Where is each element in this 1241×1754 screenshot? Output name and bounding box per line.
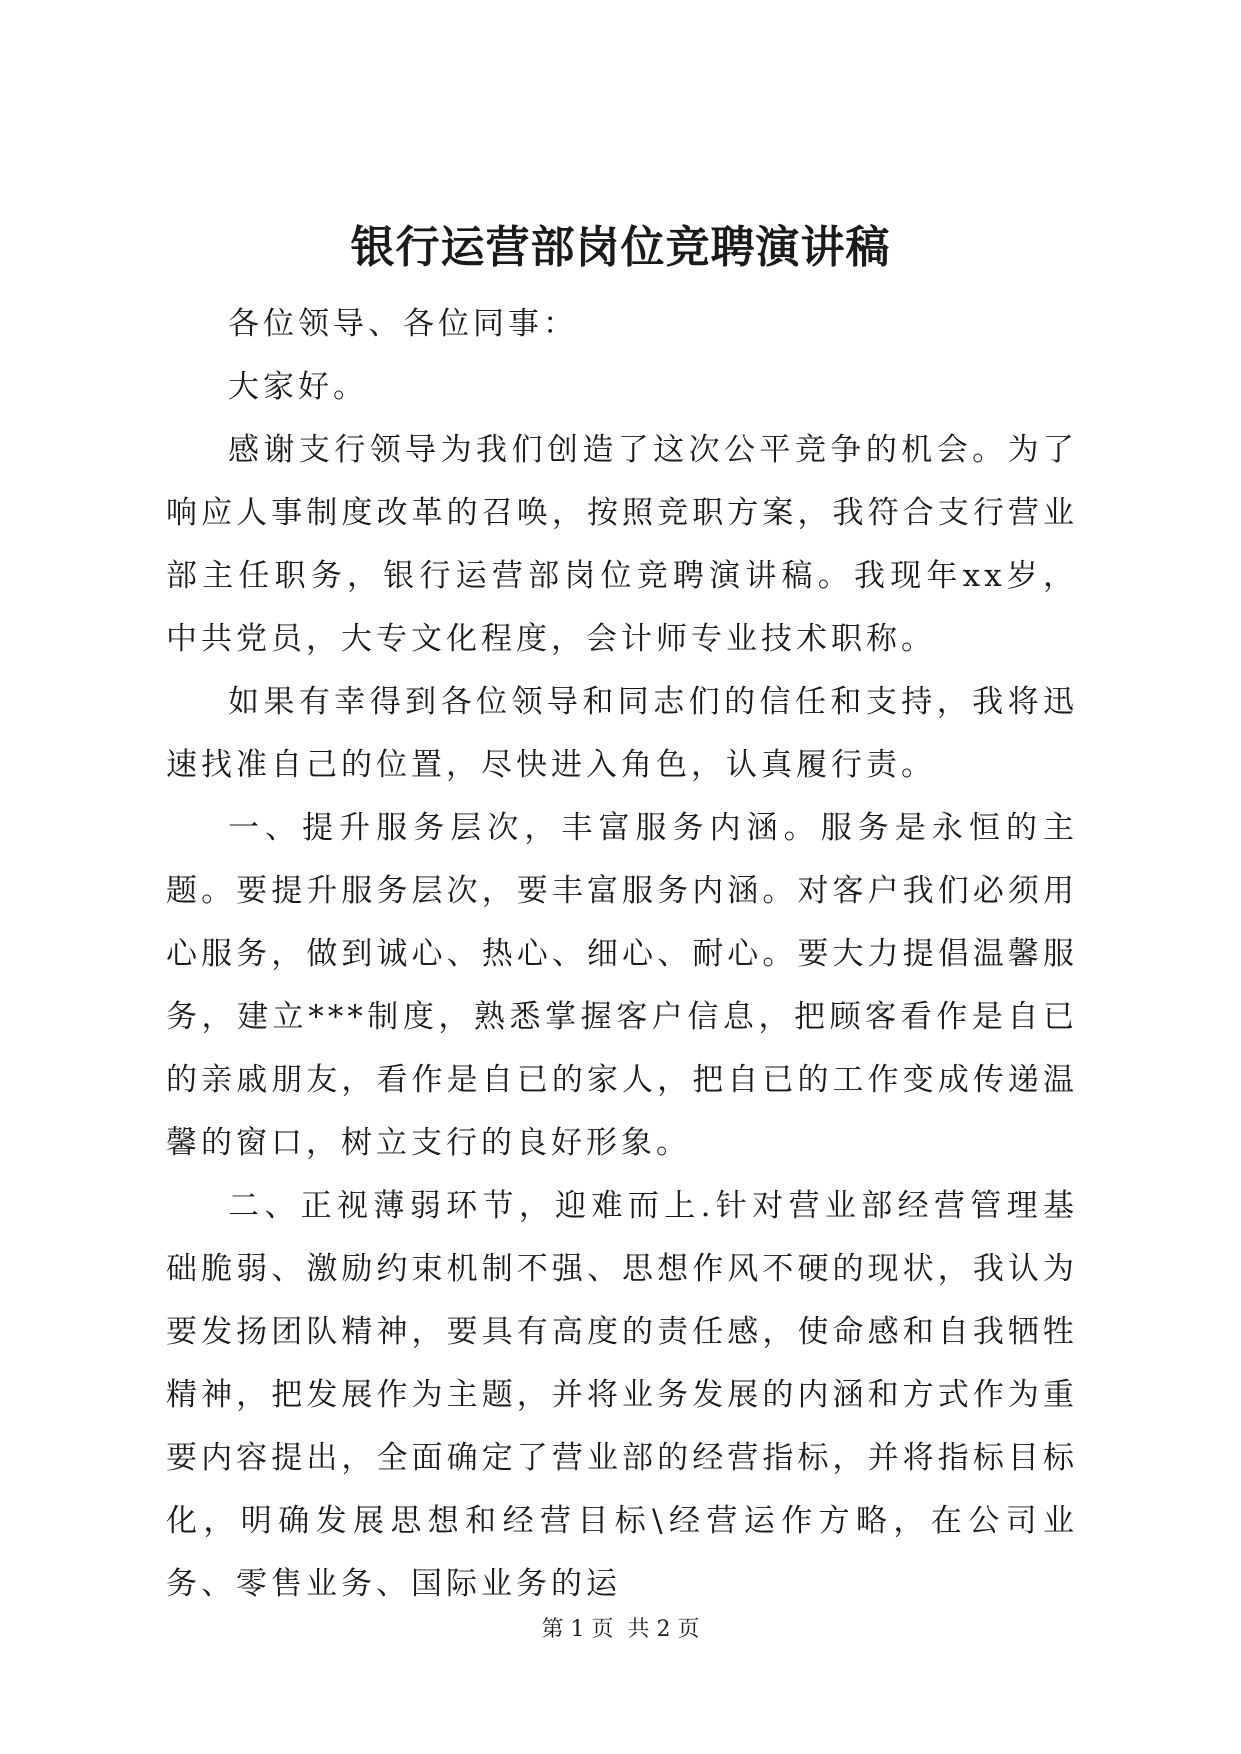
paragraph-greeting: 大家好。 — [228, 369, 368, 405]
page-number: 第 1 页 共 2 页 — [541, 1617, 700, 1642]
paragraph-point-two: 二、正视薄弱环节，迎难而上.针对营业部经营管理基础脆弱、激励约束机制不强、思想作风不硬的现状，我认为要发扬团队精神，要具有高度的责任感，使命感和自我牺牲精神，把发展作为主题，并将业务发展的内涵和方式作为重要内容提出，全面确定了营业部的经营指标，并将指标目标化，明确发展思想和经营目标\经营运作方略，在公司业务、零售业务、国际业务的运 — [166, 1188, 1078, 1602]
paragraph-salutation: 各位领导、各位同事： — [228, 306, 578, 342]
document-body — [166, 293, 1078, 1616]
document-title: 银行运营部岗位竞聘演讲稿 — [350, 222, 891, 273]
paragraph-point-one: 一、提升服务层次，丰富服务内涵。服务是永恒的主题。要提升服务层次，要丰富服务内涵。对客户我们必须用心服务，做到诚心、热心、细心、耐心。要大力提倡温馨服务，建立***制度，熟悉掌握客户信息，把顾客看作是自已的亲戚朋友，看作是自已的家人，把自已的工作变成传递温馨的窗口，树立支行的良好形象。 — [166, 810, 1078, 1161]
paragraph-commitment: 如果有幸得到各位领导和同志们的信任和支持，我将迅速找准自己的位置，尽快进入角色，认真履行责。 — [166, 684, 1078, 783]
paragraph-introduction: 感谢支行领导为我们创造了这次公平竞争的机会。为了响应人事制度改革的召唤，按照竞职方案，我符合支行营业部主任职务，银行运营部岗位竞聘演讲稿。我现年xx岁，中共党员，大专文化程度，会计师专业技术职称。 — [166, 432, 1078, 657]
page-footer — [0, 1615, 1241, 1645]
